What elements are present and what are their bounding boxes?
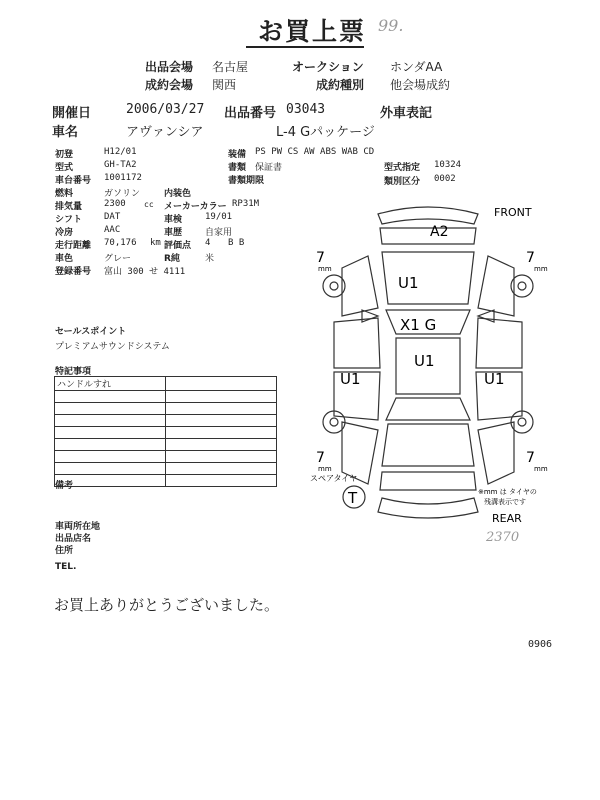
sales-point-text: プレミアムサウンドシステム: [55, 342, 170, 352]
spec-value: H12/01: [104, 147, 137, 157]
remarks-label: 備考: [55, 481, 74, 491]
car-name-value: アヴァンシア: [126, 125, 204, 140]
spec-label: 評価点: [164, 241, 192, 251]
spec-value: 70,176: [104, 238, 137, 248]
tire-unit: mm: [318, 265, 332, 273]
deal-type-label: 成約種別: [316, 78, 365, 92]
spec-value: 19/01: [205, 212, 233, 222]
deal-venue-value: 関西: [212, 78, 237, 92]
grade-value: L-4 Gパッケージ: [276, 125, 375, 140]
spec-extra: B B: [228, 238, 245, 248]
spec-label: 類別区分: [384, 177, 421, 187]
auction-label: オークション: [292, 60, 364, 74]
tire-rear-left: 7: [316, 450, 325, 466]
spec-value: PS PW CS AW ABS WAB CD: [255, 147, 375, 157]
tire-unit: mm: [534, 265, 548, 273]
spec-value: RP31M: [232, 199, 260, 209]
deal-type-value: 他会場成約: [390, 78, 451, 92]
address-label: 住所: [55, 546, 74, 556]
spec-value: 富山 300 せ 4111: [104, 267, 186, 277]
spec-value: 0002: [434, 174, 456, 184]
title-underline: [246, 46, 364, 48]
page-title: お買上票: [258, 17, 367, 46]
spec-label: R純: [164, 254, 180, 264]
mark-roof: X1 G: [400, 316, 437, 334]
tire-front-left: 7: [316, 250, 325, 266]
note-cell: [166, 451, 277, 463]
spec-value: 保証書: [255, 163, 283, 173]
mark-hood: U1: [398, 274, 419, 292]
table-row: [55, 439, 277, 451]
tire-unit: mm: [534, 465, 548, 473]
handwritten-note-bottom: 2370: [486, 530, 520, 545]
table-row: [55, 377, 277, 391]
note-cell: [166, 463, 277, 475]
page-code: 0906: [528, 639, 553, 650]
tire-rear-right: 7: [526, 450, 535, 466]
table-row: [55, 475, 277, 487]
shop-label: 出品店名: [55, 534, 92, 544]
deal-venue-label: 成約会場: [145, 78, 194, 92]
spec-label: 初登: [55, 150, 74, 160]
spec-label: 型式指定: [384, 163, 421, 173]
note-cell: [166, 415, 277, 427]
tire-front-right: 7: [526, 250, 535, 266]
spec-label: 冷房: [55, 228, 74, 238]
thanks-message: お買上ありがとうございました。: [54, 596, 280, 614]
note-cell: [166, 377, 277, 391]
location-label: 車両所在地: [55, 522, 101, 532]
mark-front-bumper: A2: [430, 224, 449, 240]
spec-value: GH-TA2: [104, 160, 137, 170]
spec-value: グレー: [104, 254, 132, 264]
mark-right-doors: U1: [484, 370, 505, 388]
spec-value: 2300: [104, 199, 126, 209]
spec-label: 装備: [228, 150, 247, 160]
spec-label: 内装色: [164, 189, 192, 199]
special-notes-table: [54, 376, 277, 487]
note-cell: [166, 391, 277, 403]
spec-label: 燃料: [55, 189, 74, 199]
mark-left-doors: U1: [340, 370, 361, 388]
table-row: [55, 451, 277, 463]
spec-unit: cc: [144, 200, 154, 209]
note-cell: [55, 391, 166, 403]
spec-label: 車歴: [164, 228, 183, 238]
special-notes-label: 特記事項: [55, 367, 92, 377]
note-cell: [166, 403, 277, 415]
tire-note-line2: 残溝表示です: [484, 498, 526, 506]
note-cell: [55, 439, 166, 451]
tire-unit: mm: [318, 465, 332, 473]
spare-tire-label: スペアタイヤ: [310, 474, 358, 483]
front-label: FRONT: [494, 206, 532, 219]
car-name-label: 車名: [52, 125, 79, 140]
note-cell: [55, 463, 166, 475]
table-row: [55, 403, 277, 415]
tire-note-line1: ※mm は タイヤの: [478, 488, 537, 496]
mark-center: U1: [414, 352, 435, 370]
spec-label: 車台番号: [55, 176, 92, 186]
car-damage-diagram: [298, 198, 558, 538]
date-value: 2006/03/27: [126, 102, 205, 117]
spec-label: 型式: [55, 163, 74, 173]
spec-value: DAT: [104, 212, 121, 222]
spec-label: 排気量: [55, 202, 83, 212]
spec-label: シフト: [55, 215, 83, 225]
note-cell: [166, 439, 277, 451]
lot-value: 03043: [286, 102, 326, 117]
table-row: [55, 427, 277, 439]
auction-value: ホンダAA: [390, 60, 443, 74]
spec-label: 書類: [228, 163, 247, 173]
spare-tire-mark: T: [348, 489, 358, 507]
spec-label: メーカーカラー: [164, 202, 227, 212]
note-cell: [166, 427, 277, 439]
spec-value: ガソリン: [104, 189, 141, 199]
spec-value: AAC: [104, 225, 121, 235]
rear-label: REAR: [492, 512, 522, 525]
spec-label: 書類期限: [228, 176, 265, 186]
spec-unit: km: [150, 238, 161, 248]
tel-label: TEL.: [55, 562, 77, 572]
sales-point-label: セールスポイント: [55, 327, 127, 337]
handwritten-note-top: 99.: [378, 16, 404, 35]
spec-label: 車検: [164, 215, 183, 225]
spec-label: 車色: [55, 254, 74, 264]
table-row: [55, 463, 277, 475]
spec-value: 米: [205, 254, 215, 264]
note-cell: ハンドルすれ: [55, 377, 166, 391]
spec-value: 4: [205, 238, 211, 248]
venue-value: 名古屋: [212, 60, 249, 74]
note-cell: [55, 403, 166, 415]
lot-label: 出品番号: [224, 106, 277, 121]
spec-label: 登録番号: [55, 267, 92, 277]
spec-label: 走行距離: [55, 241, 92, 251]
note-cell: [55, 427, 166, 439]
note-cell: [166, 475, 277, 487]
exterior-label: 外車表記: [380, 106, 433, 121]
spec-value: 10324: [434, 160, 462, 170]
venue-label: 出品会場: [145, 60, 194, 74]
note-cell: [55, 451, 166, 463]
table-row: [55, 391, 277, 403]
spec-value: 自家用: [205, 228, 233, 238]
table-row: [55, 415, 277, 427]
spec-value: 1001172: [104, 173, 142, 183]
date-label: 開催日: [52, 106, 92, 121]
note-cell: [55, 415, 166, 427]
